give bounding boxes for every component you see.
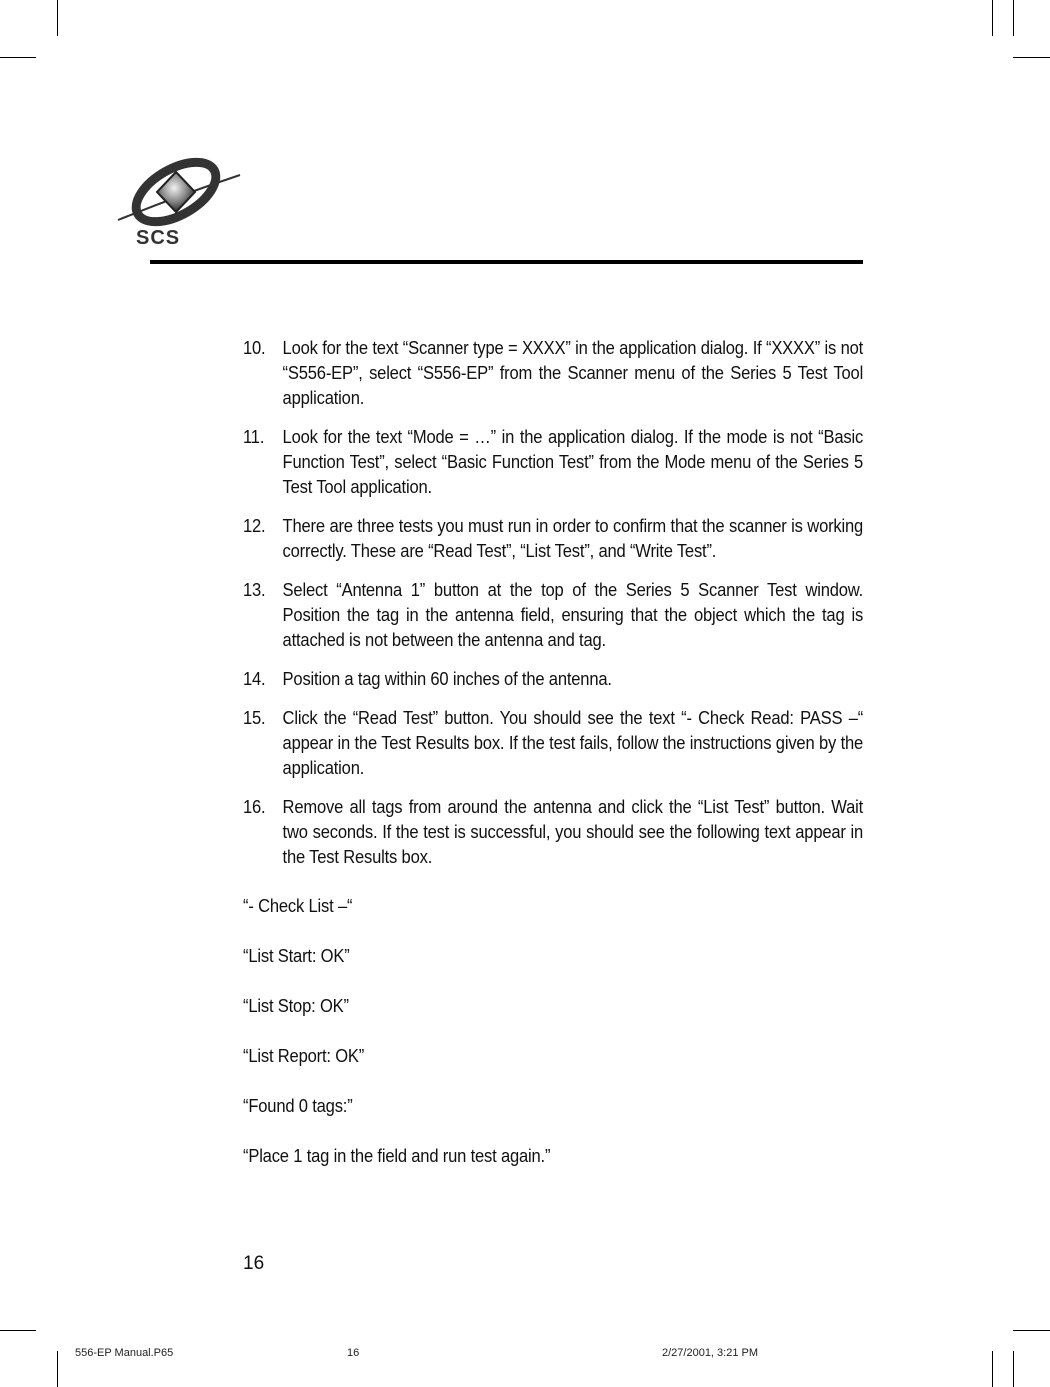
footer-file: 556-EP Manual.P65 bbox=[75, 1347, 174, 1359]
logo-text: SCS bbox=[136, 227, 181, 249]
crop-mark bbox=[992, 1351, 993, 1387]
step-number: 10. bbox=[243, 338, 266, 358]
result-line: “List Start: OK” bbox=[243, 946, 350, 966]
instruction-list bbox=[243, 336, 863, 870]
step-text: Position a tag within 60 inches of the antenna. bbox=[282, 669, 612, 689]
page-number: 16 bbox=[243, 1253, 265, 1274]
header-rule bbox=[150, 260, 863, 264]
crop-mark bbox=[1013, 0, 1014, 36]
crop-mark bbox=[1013, 57, 1050, 58]
crop-mark bbox=[1013, 1330, 1050, 1331]
crop-mark bbox=[57, 0, 58, 36]
step-number: 15. bbox=[243, 708, 266, 728]
step-number: 11. bbox=[243, 427, 265, 447]
result-line: “List Stop: OK” bbox=[243, 996, 349, 1016]
crop-mark bbox=[0, 1330, 36, 1331]
result-line: “List Report: OK” bbox=[243, 1046, 365, 1066]
step-text: Remove all tags from around the antenna and click the “List Test” button. Wait two seconds. If the test is successful, you should see the following text appear in the Test Results box. bbox=[282, 797, 864, 867]
result-line: “- Check List –“ bbox=[243, 896, 353, 916]
step-number: 16. bbox=[243, 797, 266, 817]
step-text: Select “Antenna 1” button at the top of the Series 5 Scanner Test window. Position the tag in the antenna field, ensuring that the object which the tag is attached is not between the antenna and tag. bbox=[282, 580, 864, 650]
list-item bbox=[243, 795, 863, 870]
step-text: Look for the text “Scanner type = XXXX” in the application dialog. If “XXXX” is not “S556-EP”, select “S556-EP” from the Scanner menu of the Series 5 Test Tool application. bbox=[282, 338, 864, 408]
crop-mark bbox=[57, 1351, 58, 1387]
list-item bbox=[243, 336, 863, 411]
step-text: Look for the text “Mode = …” in the application dialog. If the mode is not “Basic Function Test”, select “Basic Function Test” from the Mode menu of the Series 5 Test Tool application. bbox=[282, 427, 864, 497]
scs-logo bbox=[100, 150, 250, 250]
footer-page: 16 bbox=[347, 1347, 360, 1359]
step-number: 14. bbox=[243, 669, 266, 689]
crop-mark bbox=[992, 0, 993, 36]
main-content bbox=[243, 336, 864, 1169]
list-item bbox=[243, 425, 863, 500]
list-item bbox=[243, 667, 863, 692]
step-number: 12. bbox=[243, 516, 266, 536]
crop-mark bbox=[0, 57, 36, 58]
list-item bbox=[243, 578, 863, 653]
result-line: “Found 0 tags:” bbox=[243, 1096, 353, 1116]
step-text: There are three tests you must run in order to confirm that the scanner is working correctly. These are “Read Test”, “List Test”, and “Write Test”. bbox=[282, 516, 864, 561]
step-text: Click the “Read Test” button. You should see the text “- Check Read: PASS –“ appear in the Test Results box. If the test fails, follow the instructions given by the application. bbox=[282, 708, 864, 778]
step-number: 13. bbox=[243, 580, 266, 600]
list-item bbox=[243, 514, 863, 564]
result-line: “Place 1 tag in the field and run test again.” bbox=[243, 1146, 551, 1166]
crop-mark bbox=[1013, 1351, 1014, 1387]
list-item bbox=[243, 706, 863, 781]
footer-datetime: 2/27/2001, 3:21 PM bbox=[662, 1347, 759, 1359]
